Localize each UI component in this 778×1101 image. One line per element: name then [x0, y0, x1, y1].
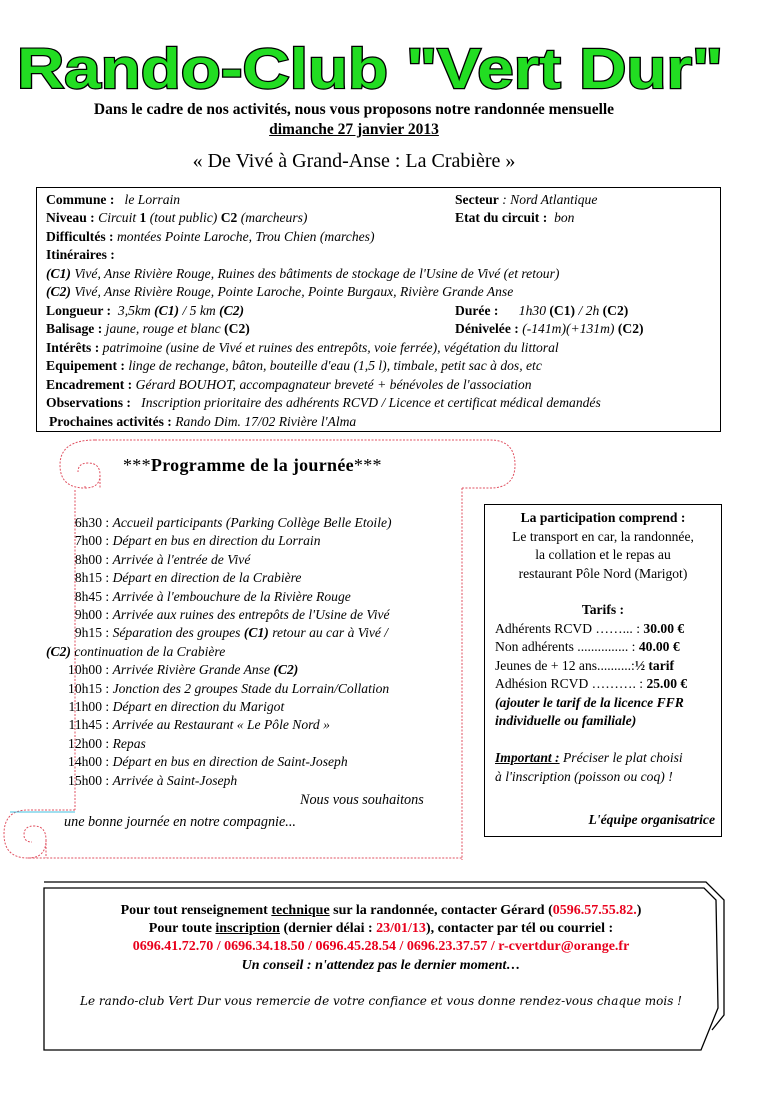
participation-line-1: Le transport en car, la randonnée, — [512, 529, 694, 544]
duree-row — [455, 302, 628, 320]
schedule-sep: : — [102, 588, 113, 604]
commune-label: Commune : — [46, 192, 115, 207]
encadrement-value: Gérard BOUHOT, accompagnateur breveté + bénévoles de l'association — [135, 377, 532, 392]
schedule-text-cont: retour au car à Vivé / — [272, 625, 389, 641]
tech-close: ) — [636, 903, 642, 918]
schedule-time: 10h00 — [68, 662, 102, 678]
footer-thanks: Le rando-club Vert Dur vous remercie de votre confiance et vous donne rendez-vous chaque mois ! — [79, 994, 682, 1008]
club-title — [0, 40, 778, 100]
participation-heading: La participation comprend : — [520, 510, 686, 525]
observations-row — [46, 394, 601, 412]
schedule-text: Arrivée aux ruines des entrepôts de l'Usine de Vivé — [112, 607, 390, 623]
tarif-value: 30.00 € — [643, 621, 685, 636]
schedule-sep: : — [102, 625, 113, 641]
schedule-sep: : — [102, 772, 113, 788]
schedule-text: Départ en bus en direction du Lorrain — [112, 533, 321, 549]
etat-label: Etat du circuit : — [455, 210, 548, 225]
schedule-time: 8h45 — [74, 588, 102, 604]
interets-label: Intérêts : — [46, 340, 100, 355]
schedule-item — [56, 735, 392, 753]
hike-info-box — [36, 187, 721, 432]
longueur-row — [46, 302, 244, 320]
important-line-2: à l'inscription (poisson ou coq) ! — [495, 769, 673, 784]
schedule-time: 15h00 — [68, 772, 102, 788]
denivelee-row — [455, 320, 644, 338]
schedule-item — [56, 606, 392, 624]
commune-value: le Lorrain — [124, 192, 181, 207]
schedule-time: 6h30 — [74, 515, 102, 530]
footer-technique-line — [36, 903, 726, 919]
ffr-note-1: (ajouter le tarif de la licence FFR — [495, 695, 684, 710]
difficultes-label: Difficultés : — [46, 229, 114, 244]
schedule-sep: : — [102, 515, 113, 530]
balisage-value: jaune, rouge et blanc — [105, 321, 221, 336]
itineraire-c1-tag: (C1) — [46, 266, 71, 281]
schedule-text: Arrivée à Saint-Joseph — [112, 772, 238, 788]
tarif-label: Jeunes de + 12 ans..........: — [495, 658, 635, 673]
important-line-1 — [495, 749, 683, 767]
schedule-time: 14h00 — [68, 754, 102, 770]
tarif-label: Non adhérents ............... : — [495, 639, 636, 654]
tarif-row — [495, 620, 684, 638]
itineraire-c2-row — [46, 283, 513, 301]
schedule-text: Départ en direction du Marigot — [112, 699, 285, 715]
schedule-time: 10h15 — [68, 680, 102, 696]
duree-label: Durée : — [455, 303, 499, 318]
schedule-item — [56, 588, 392, 606]
schedule-item — [56, 514, 392, 532]
schedule-sep: : — [102, 717, 113, 733]
tarif-row — [495, 657, 674, 675]
tarif-label: Adhésion RCVD ………. : — [495, 676, 644, 691]
tech-post: sur la randonnée, contacter Gérard ( — [333, 903, 553, 918]
schedule-sep: : — [102, 680, 113, 696]
balisage-row — [46, 320, 250, 338]
tarifs-heading: Tarifs : — [581, 602, 625, 617]
longueur-c2-val: / 5 km — [182, 303, 216, 318]
schedule-item — [56, 551, 392, 569]
signature: L'équipe organisatrice — [588, 812, 715, 827]
prochaines-row — [49, 413, 356, 431]
itineraires-label — [46, 246, 115, 264]
itineraire-c1-text: Vivé, Anse Rivière Rouge, Ruines des bâtiments de stockage de l'Usine de Vivé (et retour) — [74, 266, 560, 281]
observations-label: Observations : — [46, 395, 131, 410]
event-date: dimanche 27 janvier 2013 — [269, 121, 439, 138]
equipement-row — [46, 357, 542, 375]
longueur-c1-tag: (C1) — [154, 303, 180, 318]
prochaines-value: Rando Dim. 17/02 Rivière l'Alma — [175, 414, 357, 429]
tarif-value: 25.00 € — [646, 676, 688, 691]
schedule-list — [46, 514, 392, 790]
important-text-1: Préciser le plat choisi — [563, 750, 683, 765]
insc-post: ), contacter par tél ou courriel : — [425, 921, 614, 936]
longueur-c2-tag: (C2) — [219, 303, 245, 318]
denivelee-tag: (C2) — [617, 321, 644, 336]
tarif-row — [495, 638, 680, 656]
schedule-sep: : — [102, 754, 113, 770]
schedule-time: 12h00 — [68, 735, 102, 751]
footer-box — [36, 880, 726, 1060]
encadrement-row — [46, 376, 532, 394]
schedule-text: Jonction des 2 groupes Stade du Lorrain/Collation — [112, 680, 390, 696]
programme-title-text: Programme de la journée — [150, 455, 354, 475]
schedule-text: Arrivée Rivière Grande Anse — [112, 662, 270, 678]
tech-pre: Pour tout renseignement — [120, 903, 268, 918]
equipement-value: linge de rechange, bâton, bouteille d'eau (1,5 l), timbale, petit sac à dos, etc — [128, 358, 542, 373]
schedule-text: Arrivée à l'entrée de Vivé — [112, 551, 251, 567]
itineraire-c2-text: Vivé, Anse Rivière Rouge, Pointe Laroche, Pointe Burgaux, Rivière Grande Anse — [74, 284, 514, 299]
niveau-c2-desc: (marcheurs) — [240, 210, 308, 225]
schedule-item — [56, 661, 392, 679]
footer-inscription-line — [36, 921, 726, 937]
schedule-time: 8h00 — [74, 551, 102, 567]
schedule-sep: : — [102, 735, 113, 751]
closing-line-2: une bonne journée en notre compagnie... — [64, 814, 296, 830]
insc-date: 23/01/13 — [376, 921, 426, 936]
schedule-sep: : — [102, 551, 113, 567]
hike-title: « De Vivé à Grand-Anse : La Crabière » — [192, 150, 516, 172]
participation-line-3: restaurant Pôle Nord (Marigot) — [518, 566, 688, 581]
niveau-c1-num: 1 — [139, 210, 147, 225]
club-title-text: Rando-Club "Vert Dur" — [17, 40, 724, 100]
niveau-c1-word: Circuit — [98, 210, 137, 225]
secteur-row — [455, 191, 597, 209]
schedule-time: 9h15 — [74, 625, 102, 641]
schedule-time: 11h45 — [68, 717, 102, 733]
schedule-item — [56, 753, 392, 771]
insc-word: inscription — [215, 921, 280, 936]
interets-value: patrimoine (usine de Vivé et ruines des entrepôts, voie ferrée), végétation du littoral — [102, 340, 559, 355]
continuation-tag: (C2) — [46, 643, 71, 659]
difficultes-row — [46, 228, 374, 246]
niveau-c1-desc: (tout public) — [149, 210, 218, 225]
schedule-item — [56, 569, 392, 587]
participation-box — [484, 504, 722, 837]
schedule-text: Départ en bus en direction de Saint-Joseph — [112, 754, 348, 770]
itineraires-label-text: Itinéraires : — [46, 247, 115, 262]
ffr-note-2: individuelle ou familiale) — [495, 713, 637, 728]
etat-value: bon — [554, 210, 575, 225]
tech-phone: 0596.57.55.82. — [552, 903, 637, 918]
tarif-value: ½ tarif — [634, 658, 675, 673]
programme-stars-right: *** — [353, 455, 382, 475]
balisage-label: Balisage : — [46, 321, 103, 336]
insc-mid: (dernier délai : — [283, 921, 373, 936]
etat-row — [455, 209, 574, 227]
schedule-sep: : — [102, 570, 113, 586]
schedule-sep: : — [102, 533, 113, 549]
programme-stars-left: *** — [123, 455, 151, 475]
denivelee-label: Dénivelée : — [455, 321, 519, 336]
schedule-sep: : — [102, 662, 113, 678]
duree-c2-tag: (C2) — [602, 303, 629, 318]
tarif-row — [495, 675, 687, 693]
secteur-label: Secteur — [455, 192, 499, 207]
schedule-sep: : — [102, 699, 113, 715]
schedule-item — [56, 772, 392, 790]
tarif-label: Adhérents RCVD ……... : — [495, 621, 640, 636]
duree-c2-val: / 2h — [578, 303, 600, 318]
important-label: Important : — [495, 750, 560, 765]
balisage-tag: (C2) — [224, 321, 250, 336]
secteur-value: : Nord Atlantique — [502, 192, 598, 207]
schedule-item — [56, 624, 392, 642]
niveau-label: Niveau : — [46, 210, 95, 225]
schedule-tag: (C2) — [273, 662, 299, 678]
schedule-time: 11h00 — [68, 699, 102, 715]
interets-row — [46, 339, 559, 357]
duree-c1-tag: (C1) — [549, 303, 576, 318]
schedule-item — [56, 698, 392, 716]
schedule-text: Arrivée au Restaurant « Le Pôle Nord » — [112, 717, 330, 733]
schedule-text: Repas — [112, 735, 146, 751]
encadrement-label: Encadrement : — [46, 377, 133, 392]
longueur-label: Longueur : — [46, 303, 112, 318]
denivelee-value: (-141m)(+131m) — [522, 321, 615, 336]
tech-word: technique — [271, 903, 330, 918]
observations-value: Inscription prioritaire des adhérents RCVD / Licence et certificat médical demandés — [141, 395, 601, 410]
intro-line: Dans le cadre de nos activités, nous vous proposons notre randonnée mensuelle — [93, 101, 615, 118]
niveau-c2: C2 — [220, 210, 238, 225]
continuation-text: continuation de la Crabière — [74, 643, 226, 659]
itineraire-c2-tag: (C2) — [46, 284, 71, 299]
difficultes-value: montées Pointe Laroche, Trou Chien (marches) — [116, 229, 375, 244]
schedule-time: 8h15 — [74, 570, 102, 586]
tarif-value: 40.00 € — [638, 639, 680, 654]
equipement-label: Equipement : — [46, 358, 125, 373]
schedule-text: Accueil participants (Parking Collège Belle Etoile) — [112, 515, 392, 530]
schedule-item — [56, 680, 392, 698]
niveau-row — [46, 209, 307, 227]
schedule-item — [56, 532, 392, 550]
schedule-sep: : — [102, 607, 113, 623]
schedule-text: Séparation des groupes — [112, 625, 241, 641]
participation-line-2: la collation et le repas au — [535, 547, 671, 562]
schedule-tag: (C1) — [243, 625, 269, 641]
schedule-text: Arrivée à l'embouchure de la Rivière Rouge — [112, 588, 351, 604]
commune-row — [46, 191, 180, 209]
schedule-time: 9h00 — [74, 607, 102, 623]
duree-c1-val: 1h30 — [518, 303, 546, 318]
longueur-c1-val: 3,5km — [117, 303, 151, 318]
itineraire-c1-row — [46, 265, 559, 283]
prochaines-label: Prochaines activités : — [49, 414, 172, 429]
schedule-item — [56, 716, 392, 734]
schedule-time: 7h00 — [74, 533, 102, 549]
footer-phones[interactable]: 0696.41.72.70 / 0696.34.18.50 / 0696.45.28.54 / 0696.23.37.57 / r-cvertdur@orange.fr — [132, 939, 630, 954]
closing-line-1: Nous vous souhaitons — [300, 792, 424, 808]
schedule-text: Départ en direction de la Crabière — [112, 570, 302, 586]
insc-pre: Pour toute — [148, 921, 212, 936]
footer-advice: Un conseil : n'attendez pas le dernier moment… — [241, 958, 521, 973]
programme-title — [123, 455, 382, 476]
schedule-continuation — [46, 643, 392, 661]
